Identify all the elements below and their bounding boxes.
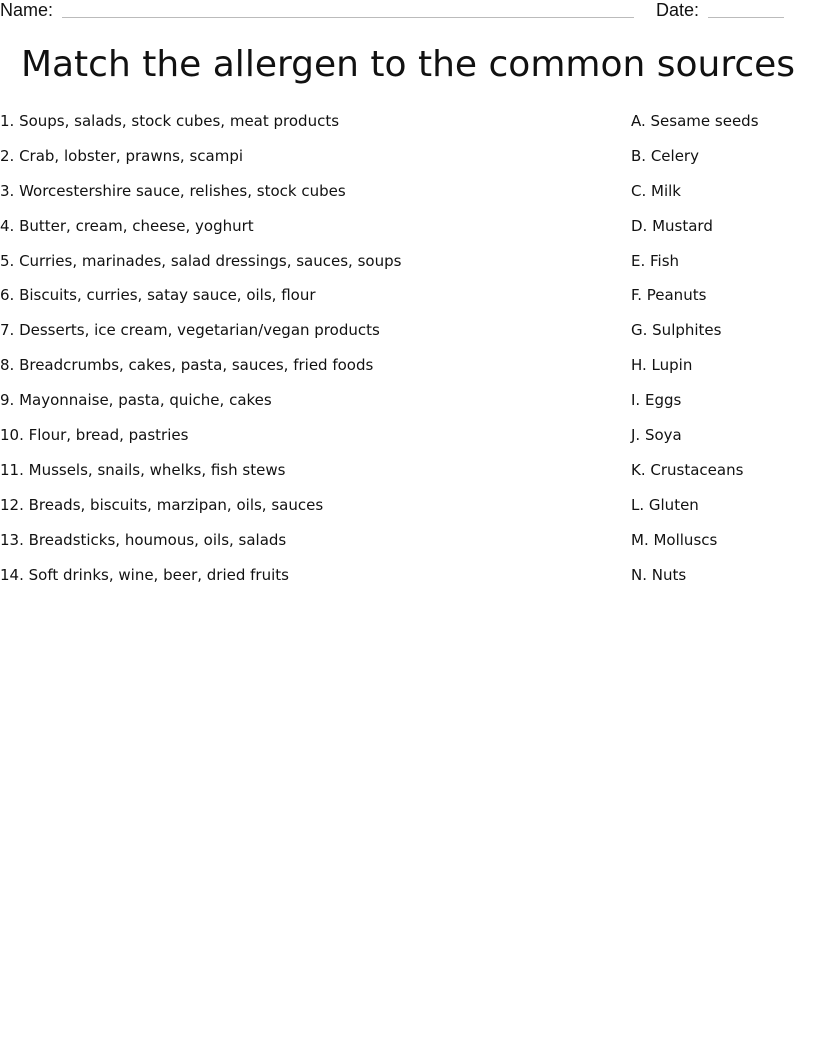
- answer-item: H. Lupin: [631, 356, 693, 375]
- answer-item: B. Celery: [631, 146, 699, 165]
- answer-item: I. Eggs: [631, 391, 682, 410]
- clue-list: [0, 111, 600, 599]
- clue-item: 4. Butter, cream, cheese, yoghurt: [0, 216, 254, 235]
- answer-item: M. Molluscs: [631, 530, 718, 549]
- clue-item: 13. Breadsticks, houmous, oils, salads: [0, 530, 287, 549]
- clue-item: 2. Crab, lobster, prawns, scampi: [0, 146, 244, 165]
- clue-item: 9. Mayonnaise, pasta, quiche, cakes: [0, 391, 272, 410]
- clue-item: 7. Desserts, ice cream, vegetarian/vegan products: [0, 321, 380, 340]
- answer-list: [631, 111, 811, 599]
- clue-item: 1. Soups, salads, stock cubes, meat products: [0, 112, 340, 130]
- date-blank-line: [708, 17, 784, 18]
- answer-item: F. Peanuts: [631, 286, 707, 305]
- clue-item: 12. Breads, biscuits, marzipan, oils, sauces: [0, 495, 324, 514]
- date-label: Date:: [656, 0, 700, 20]
- answer-item: L. Gluten: [631, 495, 699, 514]
- answer-item: G. Sulphites: [631, 321, 722, 340]
- name-blank-line: [62, 17, 634, 18]
- answer-item: A. Sesame seeds: [631, 112, 759, 130]
- answer-item: J. Soya: [631, 426, 682, 445]
- worksheet-header: [0, 0, 816, 24]
- page-title: Match the allergen to the common sources: [20, 44, 796, 85]
- clue-item: 14. Soft drinks, wine, beer, dried fruits: [0, 565, 289, 584]
- clue-item: 8. Breadcrumbs, cakes, pasta, sauces, fried foods: [0, 356, 374, 375]
- answer-item: C. Milk: [631, 181, 681, 200]
- name-label: Name:: [0, 0, 54, 20]
- clue-item: 11. Mussels, snails, whelks, fish stews: [0, 460, 286, 479]
- clue-item: 5. Curries, marinades, salad dressings, sauces, soups: [0, 251, 402, 270]
- answer-item: E. Fish: [631, 251, 680, 270]
- answer-item: N. Nuts: [631, 565, 687, 584]
- answer-item: D. Mustard: [631, 216, 713, 235]
- answer-item: K. Crustaceans: [631, 460, 744, 479]
- clue-item: 3. Worcestershire sauce, relishes, stock cubes: [0, 181, 346, 200]
- clue-item: 10. Flour, bread, pastries: [0, 426, 189, 445]
- clue-item: 6. Biscuits, curries, satay sauce, oils, flour: [0, 286, 316, 305]
